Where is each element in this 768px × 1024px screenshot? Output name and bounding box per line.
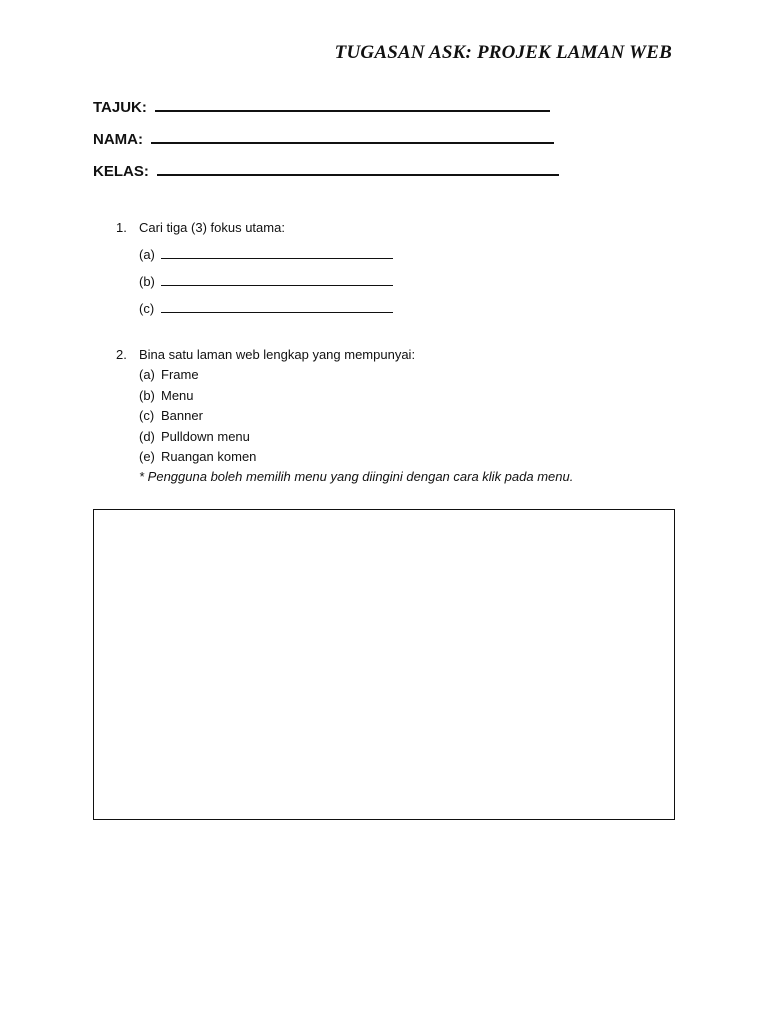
answer-line-c[interactable] — [161, 300, 393, 313]
field-kelas — [93, 159, 559, 180]
question-1-item-b — [139, 273, 393, 289]
question-1-item-a — [139, 246, 393, 262]
field-tajuk-line[interactable] — [155, 95, 550, 112]
question-1-number: 1. — [116, 220, 127, 235]
question-1-item-letter: (a) — [139, 247, 155, 262]
question-1-item-letter: (b) — [139, 274, 155, 289]
question-2-number: 2. — [116, 347, 127, 362]
question-2-item-letter: (c) — [139, 408, 155, 423]
question-2-item-label: Frame — [161, 367, 199, 382]
question-2-item — [139, 429, 250, 444]
question-1-item-c — [139, 300, 393, 316]
answer-box[interactable] — [93, 509, 675, 820]
question-2-item-label: Pulldown menu — [161, 429, 250, 444]
question-2-text: Bina satu laman web lengkap yang mempunyai: — [139, 347, 416, 362]
answer-line-a[interactable] — [161, 246, 393, 259]
document-title: TUGASAN ASK: PROJEK LAMAN WEB — [334, 42, 672, 63]
question-2-item-label: Menu — [161, 388, 194, 403]
field-nama-label: NAMA: — [93, 131, 143, 148]
question-2-item-label: Ruangan komen — [161, 449, 257, 464]
field-nama-line[interactable] — [151, 127, 554, 144]
question-1-item-letter: (c) — [139, 301, 155, 316]
question-2-item — [139, 449, 256, 464]
question-2-note: * Pengguna boleh memilih menu yang diingini dengan cara klik pada menu. — [139, 469, 574, 484]
question-2-item — [139, 408, 203, 423]
question-2-item-letter: (b) — [139, 388, 155, 403]
field-tajuk-label: TAJUK: — [93, 99, 147, 116]
answer-line-b[interactable] — [161, 273, 393, 286]
question-2-item — [139, 367, 199, 382]
field-tajuk — [93, 95, 550, 116]
question-2-item-letter: (a) — [139, 367, 155, 382]
question-2-item-label: Banner — [161, 408, 203, 423]
field-nama — [93, 127, 554, 148]
field-kelas-line[interactable] — [157, 159, 559, 176]
question-2-item-letter: (d) — [139, 429, 155, 444]
question-2-item — [139, 388, 194, 403]
question-1-text: Cari tiga (3) fokus utama: — [139, 220, 285, 235]
question-2-item-letter: (e) — [139, 449, 155, 464]
field-kelas-label: KELAS: — [93, 163, 149, 180]
